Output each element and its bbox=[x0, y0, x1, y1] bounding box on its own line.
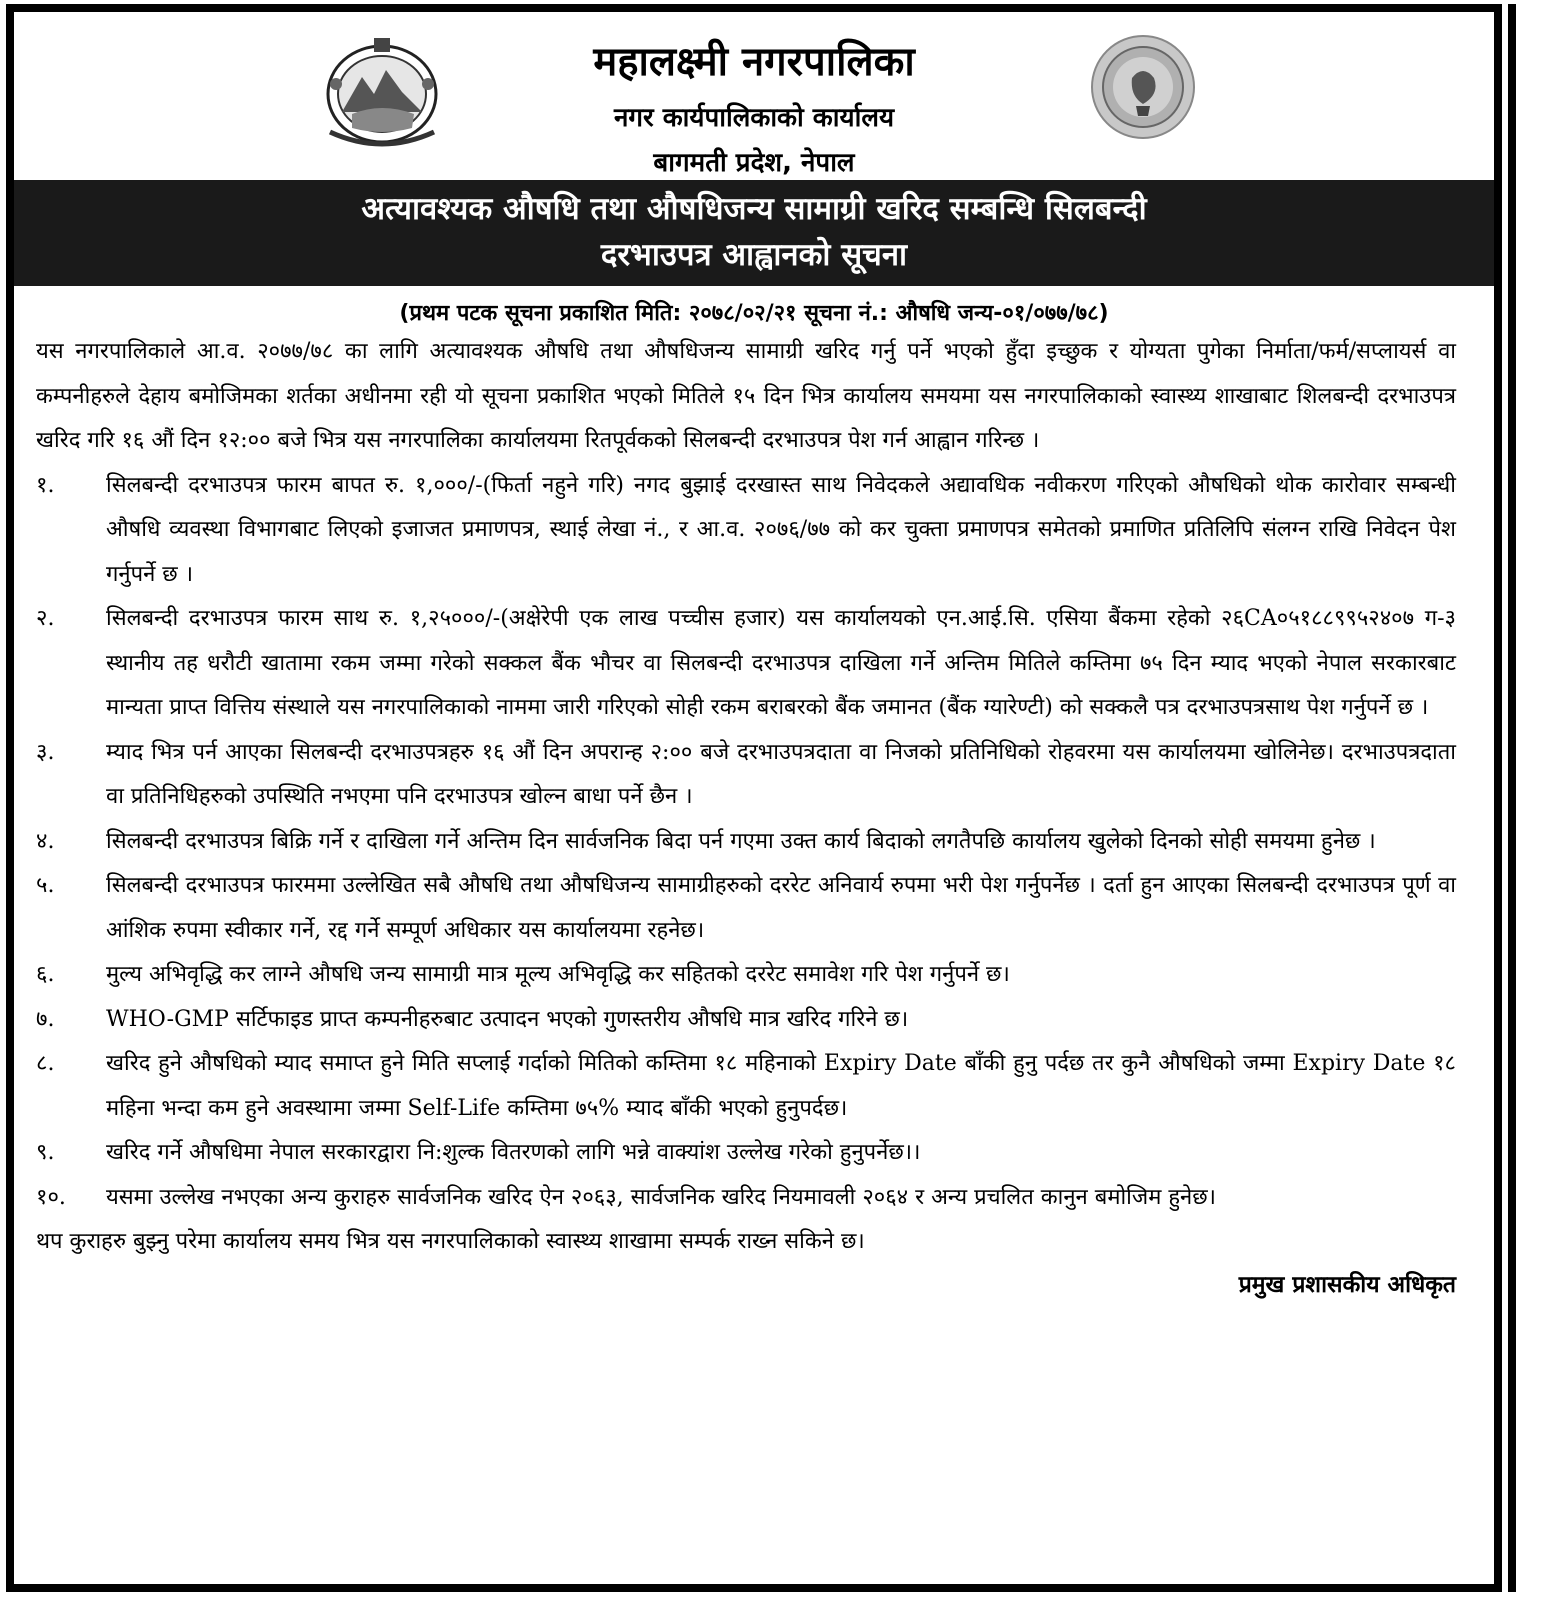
item-text: मुल्य अभिवृद्धि कर लाग्ने औषधि जन्य सामाग्री मात्र मूल्य अभिवृद्धि कर सहितको दररेट समावेश गरि पेश गर्नुपर्ने छ। bbox=[106, 962, 1010, 987]
list-item bbox=[36, 953, 1456, 998]
item-text: सिलबन्दी दरभाउपत्र फारम साथ रु. १,२५०००/-(अक्षेरेपी एक लाख पच्चीस हजार) यस कार्यालयको एन.आई.सि. एसिया बैंकमा रहेको २६CA०५१८८९९५२४०७ ग-३ स्थानीय तह धरौटी खातामा रकम जम्मा गरेको सक्कल बैंक भौचर वा सिलबन्दी दरभाउपत्र दाखिला गर्ने अन्तिम मितिले कम्तिमा ७५ दिन म्याद भएको नेपाल सरकारबाट मान्यता प्राप्त वित्तिय संस्थाले यस नगरपालिकाको नाममा जारी गरिएको सोही रकम बराबरको बैंक जमानत (बैंक ग्यारेण्टी) को सक्कलै पत्र दरभाउपत्रसाथ पेश गर्नुपर्ने छ । bbox=[106, 606, 1456, 720]
item-number: ६. bbox=[36, 962, 55, 987]
item-number: ८. bbox=[36, 1051, 55, 1076]
list-item bbox=[36, 597, 1456, 731]
item-text: सिलबन्दी दरभाउपत्र फारम बापत रु. १,०००/-(फिर्ता नहुने गरि) नगद बुझाई दरखास्त साथ निवेदकले अद्यावधिक नवीकरण गरिएको औषधिको थोक कारोवार सम्बन्धी औषधि व्यवस्था विभागबाट लिएको इजाजत प्रमाणपत्र, स्थाई लेखा नं., र आ.व. २०७६/७७ को कर चुक्ता प्रमाणपत्र समेतको प्रमाणित प्रतिलिपि संलग्न राखि निवेदन पेश गर्नुपर्ने छ । bbox=[106, 472, 1456, 587]
list-item bbox=[36, 1042, 1456, 1131]
item-number: २. bbox=[36, 606, 55, 631]
list-item bbox=[36, 731, 1456, 820]
item-number: १०. bbox=[36, 1184, 66, 1210]
closing-paragraph: थप कुराहरु बुझ्नु परेमा कार्यालय समय भित्र यस नगरपालिकाको स्वास्थ्य शाखामा सम्पर्क राख्न सकिने छ। bbox=[36, 1229, 865, 1254]
item-text: WHO-GMP सर्टिफाइड प्राप्त कम्पनीहरुबाट उत्पादन भएको गुणस्तरीय औषधि मात्र खरिद गरिने छ। bbox=[106, 1006, 909, 1032]
item-number: ९. bbox=[36, 1140, 55, 1165]
notice-header bbox=[14, 12, 1494, 180]
notice-frame bbox=[6, 4, 1502, 1592]
list-item bbox=[36, 1131, 1456, 1176]
item-text: खरिद हुने औषधिको म्याद समाप्त हुने मिति सप्लाई गर्दाको मितिको कम्तिमा १८ महिनाको Expiry Date बाँकी हुनु पर्दछ तर कुनै औषधिको जम्मा Expiry Date १८ महिना भन्दा कम हुने अवस्थामा जम्मा Self-Life कम्तिमा ७५% म्याद बाँकी भएको हुनुपर्दछ। bbox=[106, 1051, 1456, 1121]
item-text: म्याद भित्र पर्न आएका सिलबन्दी दरभाउपत्रहरु १६ औं दिन अपरान्ह २:०० बजे दरभाउपत्रदाता वा निजको प्रतिनिधिको रोहवरमा यस कार्यालयमा खोलिनेछ। दरभाउपत्रदाता वा प्रतिनिधिहरुको उपस्थिति नभएमा पनि दरभाउपत्र खोल्न बाधा पर्ने छैन । bbox=[106, 739, 1456, 809]
list-item bbox=[36, 820, 1456, 865]
notice-body bbox=[14, 330, 1494, 1265]
item-number: ४. bbox=[36, 828, 55, 854]
intro-paragraph: यस नगरपालिकाले आ.व. २०७७/७८ का लागि अत्यावश्यक औषधि तथा औषधिजन्य सामाग्री खरिद गर्नु पर्ने भएको हुँदा इच्छुक र योग्यता पुगेका निर्माता/फर्म/सप्लायर्स वा कम्पनीहरुले देहाय बमोजिमका शर्तका अधीनमा रही यो सूचना प्रकाशित भएको मितिले १५ दिन भित्र कार्यालय समयमा यस नगरपालिकाको स्वास्थ्य शाखाबाट शिलबन्दी दरभाउपत्र खरिद गरि १६ औं दिन १२:०० बजे भित्र यस नगरपालिका कार्यालयमा रितपूर्वकको सिलबन्दी दरभाउपत्र पेश गर्न आह्वान गरिन्छ । bbox=[36, 339, 1456, 453]
banner-line-2: दरभाउपत्र आह्वानको सूचना bbox=[600, 237, 908, 273]
conditions-list bbox=[36, 464, 1456, 1221]
item-number: ५. bbox=[36, 873, 55, 898]
item-text: सिलबन्दी दरभाउपत्र बिक्रि गर्ने र दाखिला गर्ने अन्तिम दिन सार्वजनिक बिदा पर्न गएमा उक्त कार्य बिदाको लगतैपछि कार्यालय खुलेको दिनको सोही समयमा हुनेछ । bbox=[106, 828, 1376, 854]
notice-title-banner bbox=[14, 180, 1494, 286]
banner-line-1: अत्यावश्यक औषधि तथा औषधिजन्य सामाग्री खरिद सम्बन्धि सिलबन्दी bbox=[361, 191, 1147, 227]
item-text: सिलबन्दी दरभाउपत्र फारममा उल्लेखित सबै औषधि तथा औषधिजन्य सामाग्रीहरुको दररेट अनिवार्य रुपमा भरी पेश गर्नुपर्नेछ । दर्ता हुन आएका सिलबन्दी दरभाउपत्र पूर्ण वा आंशिक रुपमा स्वीकार गर्ने, रद्द गर्ने सम्पूर्ण अधिकार यस कार्यालयमा रहनेछ। bbox=[106, 873, 1456, 943]
office-subtitle: नगर कार्यपालिकाको कार्यालय bbox=[613, 103, 895, 133]
item-text: खरिद गर्ने औषधिमा नेपाल सरकारद्वारा नि:शुल्क वितरणको लागि भन्ने वाक्यांश उल्लेख गरेको हुनुपर्नेछ।। bbox=[106, 1140, 921, 1165]
location-line: बागमती प्रदेश, नेपाल bbox=[653, 148, 855, 178]
list-item bbox=[36, 464, 1456, 598]
item-number: १. bbox=[36, 472, 55, 498]
item-number: ३. bbox=[36, 739, 55, 765]
municipality-title: महालक्ष्मी नगरपालिका bbox=[593, 39, 915, 85]
right-border-bar bbox=[1508, 4, 1516, 1592]
list-item bbox=[36, 998, 1456, 1043]
list-item bbox=[36, 1176, 1456, 1221]
signature-line: प्रमुख प्रशासकीय अधिकृत bbox=[1238, 1271, 1456, 1298]
item-number: ७. bbox=[36, 1006, 55, 1032]
item-text: यसमा उल्लेख नभएका अन्य कुराहरु सार्वजनिक खरिद ऐन २०६३, सार्वजनिक खरिद नियमावली २०६४ र अन्य प्रचलित कानुन बमोजिम हुनेछ। bbox=[106, 1184, 1217, 1210]
publication-info: (प्रथम पटक सूचना प्रकाशित मिति: २०७८/०२/२१ सूचना नं.: औषधि जन्य-०१/०७७/७८) bbox=[399, 301, 1109, 326]
list-item bbox=[36, 864, 1456, 953]
